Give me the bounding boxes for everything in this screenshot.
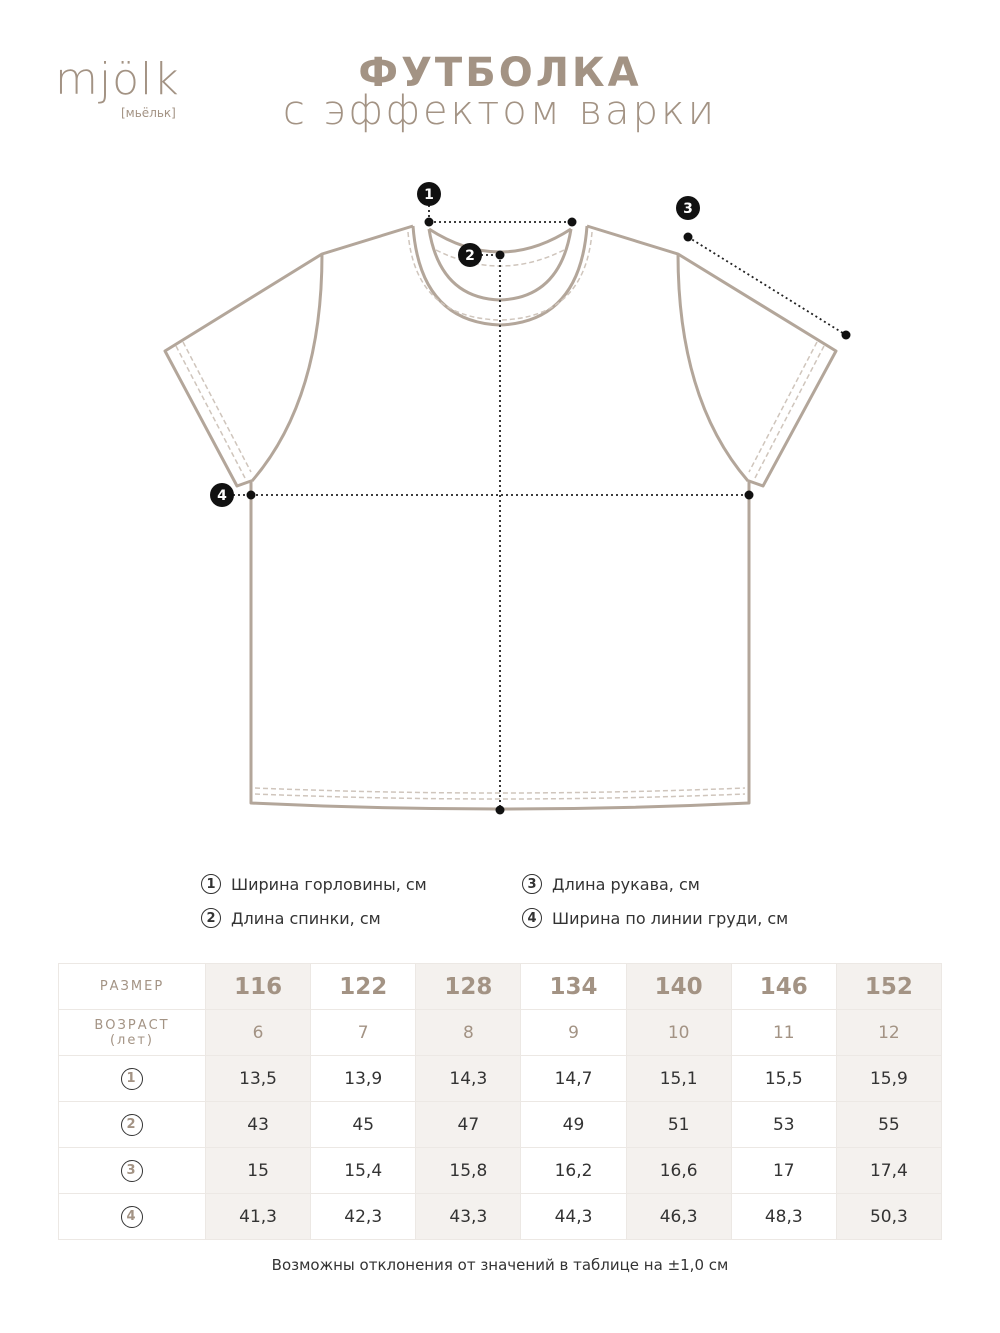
table-cell: 43 bbox=[206, 1102, 311, 1148]
page-title: ФУТБОЛКА bbox=[358, 50, 642, 96]
legend-label: Ширина горловины, см bbox=[231, 874, 427, 894]
age-unit: (лет) bbox=[109, 1032, 155, 1048]
svg-text:4: 4 bbox=[217, 488, 227, 504]
size-cell: 146 bbox=[731, 964, 836, 1010]
table-cell: 42,3 bbox=[311, 1194, 416, 1240]
table-cell: 51 bbox=[626, 1102, 731, 1148]
measurement-points bbox=[247, 218, 851, 815]
table-cell: 17,4 bbox=[836, 1148, 941, 1194]
table-cell: 16,2 bbox=[521, 1148, 626, 1194]
legend-label: Длина спинки, см bbox=[231, 908, 381, 928]
table-cell: 15,5 bbox=[731, 1056, 836, 1102]
row-number: 3 bbox=[121, 1160, 143, 1182]
table-cell: 15,8 bbox=[416, 1148, 521, 1194]
measurement-lines bbox=[233, 205, 846, 810]
age-label: ВОЗРАСТ bbox=[94, 1017, 170, 1033]
row-number: 2 bbox=[121, 1114, 143, 1136]
table-cell: 50,3 bbox=[836, 1194, 941, 1240]
table-cell: 46,3 bbox=[626, 1194, 731, 1240]
table-row bbox=[59, 1056, 942, 1102]
legend-item-1 bbox=[201, 874, 427, 894]
age-cell: 7 bbox=[311, 1010, 416, 1056]
legend-item-4 bbox=[522, 908, 788, 928]
marker-2 bbox=[458, 243, 482, 267]
table-cell: 53 bbox=[731, 1102, 836, 1148]
age-header bbox=[59, 1010, 206, 1056]
age-cell: 9 bbox=[521, 1010, 626, 1056]
table-cell: 14,7 bbox=[521, 1056, 626, 1102]
svg-text:3: 3 bbox=[683, 201, 693, 217]
size-cell: 152 bbox=[836, 964, 941, 1010]
tolerance-note: Возможны отклонения от значений в таблице на ±1,0 см bbox=[271, 1256, 729, 1274]
row-header bbox=[59, 1148, 206, 1194]
age-cell: 10 bbox=[626, 1010, 731, 1056]
table-cell: 45 bbox=[311, 1102, 416, 1148]
size-cell: 140 bbox=[626, 964, 731, 1010]
svg-text:2: 2 bbox=[465, 248, 475, 264]
row-number: 1 bbox=[121, 1068, 143, 1090]
row-number: 4 bbox=[121, 1206, 143, 1228]
row-header bbox=[59, 1102, 206, 1148]
age-cell: 6 bbox=[206, 1010, 311, 1056]
table-cell: 49 bbox=[521, 1102, 626, 1148]
table-row bbox=[59, 1148, 942, 1194]
table-row bbox=[59, 964, 942, 1010]
size-cell: 128 bbox=[416, 964, 521, 1010]
table-cell: 41,3 bbox=[206, 1194, 311, 1240]
table-cell: 14,3 bbox=[416, 1056, 521, 1102]
legend-item-3 bbox=[522, 874, 700, 894]
legend-item-2 bbox=[201, 908, 381, 928]
table-cell: 44,3 bbox=[521, 1194, 626, 1240]
legend-label: Ширина по линии груди, см bbox=[552, 908, 789, 928]
age-cell: 11 bbox=[731, 1010, 836, 1056]
svg-text:1: 1 bbox=[424, 187, 434, 203]
page-subtitle: с эффектом варки bbox=[282, 88, 718, 134]
legend-number: 2 bbox=[201, 908, 221, 928]
size-cell: 122 bbox=[311, 964, 416, 1010]
age-cell: 12 bbox=[836, 1010, 941, 1056]
size-header: РАЗМЕР bbox=[59, 964, 206, 1010]
size-table bbox=[58, 963, 942, 1240]
legend-number: 3 bbox=[522, 874, 542, 894]
table-cell: 17 bbox=[731, 1148, 836, 1194]
table-cell: 15,1 bbox=[626, 1056, 731, 1102]
table-cell: 15,9 bbox=[836, 1056, 941, 1102]
marker-4 bbox=[210, 483, 234, 507]
row-header bbox=[59, 1194, 206, 1240]
table-cell: 47 bbox=[416, 1102, 521, 1148]
table-cell: 13,5 bbox=[206, 1056, 311, 1102]
table-cell: 15 bbox=[206, 1148, 311, 1194]
age-cell: 8 bbox=[416, 1010, 521, 1056]
table-cell: 43,3 bbox=[416, 1194, 521, 1240]
legend-number: 4 bbox=[522, 908, 542, 928]
table-cell: 15,4 bbox=[311, 1148, 416, 1194]
table-cell: 16,6 bbox=[626, 1148, 731, 1194]
size-cell: 116 bbox=[206, 964, 311, 1010]
brand-transcription: [мьёльк] bbox=[121, 106, 176, 120]
size-cell: 134 bbox=[521, 964, 626, 1010]
brand-name: mjölk bbox=[55, 54, 180, 105]
table-row bbox=[59, 1102, 942, 1148]
table-row bbox=[59, 1010, 942, 1056]
table-cell: 55 bbox=[836, 1102, 941, 1148]
table-cell: 13,9 bbox=[311, 1056, 416, 1102]
table-row bbox=[59, 1194, 942, 1240]
legend-label: Длина рукава, см bbox=[552, 874, 700, 894]
legend-number: 1 bbox=[201, 874, 221, 894]
marker-1 bbox=[417, 182, 441, 206]
marker-3 bbox=[676, 196, 700, 220]
table-cell: 48,3 bbox=[731, 1194, 836, 1240]
row-header bbox=[59, 1056, 206, 1102]
